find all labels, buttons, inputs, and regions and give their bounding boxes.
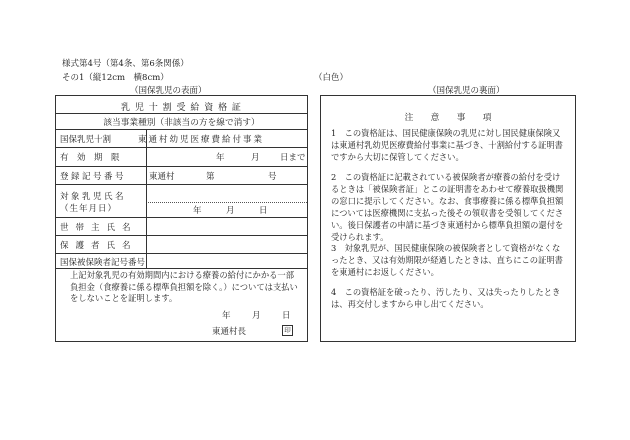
note-1: 1 この資格証は、国民健康保険の乳児に対し国民健康保険又は東通村乳幼児医療費給付事業に基づき、十割給付する証明書ですから大切に保管してください。 — [331, 128, 563, 162]
certification-text: 上記対象乳児の有効期間内における療養の給付にかかる一部負担金（食療養に係る標準負担額を除く。）については支払いをしないことを証明します。 — [70, 270, 298, 303]
issue-day: 日 — [282, 311, 291, 321]
birth-day: 日 — [259, 206, 268, 216]
birth-year: 年 — [193, 206, 202, 216]
certificate-front — [55, 95, 308, 342]
registration-label: 登録記号番号 — [60, 172, 127, 182]
validity-until: 日まで — [280, 153, 306, 163]
note-3: 3 対象乳児が、国民健康保険の被保険者として資格がなくなったとき、又は有効期限が経過したときは、直ちにこの証明書を東通村にお返しください。 — [331, 243, 563, 277]
issue-month: 月 — [252, 311, 261, 321]
registration-dai: 第 — [206, 172, 215, 182]
name-birth-divider — [146, 202, 307, 203]
infant-name-label: 対象乳児氏名 — [60, 192, 127, 202]
seal-box: 印 — [282, 325, 293, 336]
program-label: 国保乳児十割 — [60, 135, 112, 145]
infant-birth-label: （生年月日） — [60, 204, 118, 214]
row-divider — [56, 147, 307, 148]
program-value: 東通村幼児医療費給付事業 — [138, 135, 265, 145]
row-divider — [56, 268, 307, 269]
registration-go: 号 — [268, 172, 277, 182]
back-title: 注 意 事 項 — [404, 113, 492, 123]
birth-month: 月 — [226, 206, 235, 216]
registration-village: 東通村 — [149, 172, 175, 182]
label-column-line — [146, 129, 147, 268]
form-color: （白色） — [314, 73, 349, 83]
form-number: 様式第4号（第4条、第6条関係） — [62, 59, 189, 69]
household-head-label: 世帯主氏名 — [60, 223, 138, 233]
issuer-name: 東通村長 — [212, 327, 247, 337]
back-caption: （国保乳児の裏面） — [428, 86, 505, 96]
row-divider — [56, 235, 307, 236]
front-caption: （国保乳児の表面） — [130, 86, 207, 96]
certificate-title: 乳 児 十 割 受 給 資 格 証 — [121, 103, 242, 113]
row-divider — [56, 184, 307, 185]
note-4: 4 この資格証を破ったり、汚したり、又は失ったりしたときは、再交付しますから申し出てください。 — [331, 287, 561, 309]
issue-year: 年 — [222, 311, 231, 321]
row-divider — [56, 129, 307, 130]
certificate-back — [320, 95, 576, 342]
row-divider — [56, 253, 307, 254]
insurer-number-label: 国保被保険者記号番号 — [60, 258, 146, 268]
validity-month: 月 — [251, 153, 260, 163]
form-part-size: その1（縦12cm 横8cm） — [62, 73, 169, 83]
category-note: 該当事業種別（非該当の方を線で消す） — [103, 118, 260, 128]
guardian-label: 保護者氏名 — [60, 241, 138, 251]
validity-label: 有 効 期 限 — [60, 153, 120, 163]
note-2: 2 この資格証に記載されている被保険者が療養の給付を受けるときは「被保険者証」とこの証明書をあわせて療養取扱機関の窓口に提示してください。なお、食事療養に係る標準負担額については医療機関に支払った後その領収書を受領してください。後日保護者の申請に基づき東通村から標準負担額の還付を受けられます。 — [331, 172, 564, 242]
validity-year: 年 — [216, 153, 225, 163]
row-divider — [56, 166, 307, 167]
row-divider — [56, 113, 307, 114]
row-divider — [56, 217, 307, 218]
